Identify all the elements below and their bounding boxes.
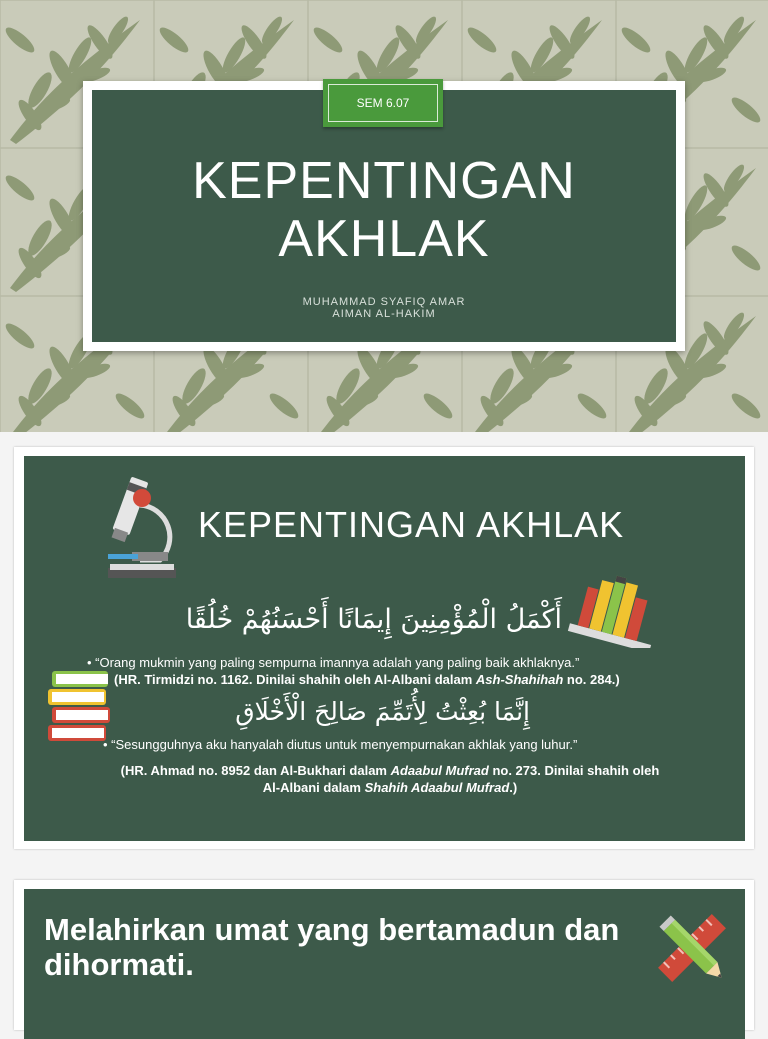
pencil-ruler-icon	[646, 902, 738, 994]
reference-source: Adaabul Mufrad	[390, 763, 489, 778]
reference-text: (HR. Ahmad no. 8952 dan Al-Bukhari dalam	[120, 763, 391, 778]
slide-heading: KEPENTINGAN AKHLAK	[198, 504, 625, 545]
slide-title-line-2: AKHLAK	[278, 210, 490, 268]
hadith-reference-2	[70, 762, 710, 796]
hadith-reference-1	[114, 672, 620, 687]
reference-number: no. 284.)	[563, 672, 620, 687]
reference-source: Shahih Adaabul Mufrad	[364, 780, 510, 795]
course-tag-label: SEM 6.07	[328, 84, 438, 122]
author-line-2: AIMAN AL-HAKIM	[332, 308, 436, 320]
reference-source: Ash-Shahihah	[475, 672, 564, 687]
reference-number: no. 273. Dinilai shahih oleh	[488, 763, 660, 778]
slide-title-line-1: KEPENTINGAN	[192, 152, 576, 210]
reference-text: Al-Albani dalam	[262, 780, 365, 795]
author-line-1: MUHAMMAD SYAFIQ AMAR	[302, 296, 466, 308]
hadith-translation-2: • “Sesungguhnya aku hanyalah diutus untuk menyempurnakan akhlak yang luhur.”	[103, 737, 578, 752]
hadith-arabic-2: إِنَّمَا بُعِثْتُ لِأُتَمِّمَ صَالِحَ الْأَخْلَاقِ	[235, 697, 530, 726]
reference-text: (HR. Tirmidzi no. 1162. Dinilai shahih oleh Al-Albani dalam	[114, 672, 476, 687]
course-tag	[323, 79, 443, 127]
book-stack-icon	[46, 667, 116, 745]
hadith-arabic-1: أَكْمَلُ الْمُؤْمِنِينَ إِيمَانًا أَحْسَنُهُمْ خُلُقًا	[185, 604, 562, 635]
title-slide	[0, 0, 768, 432]
slide-3-heading: Melahirkan umat yang bertamadun dan dihormati.	[44, 912, 620, 982]
hadith-translation-1: • “Orang mukmin yang paling sempurna imannya adalah yang paling baik akhlaknya.”	[87, 655, 580, 670]
books-icon	[566, 566, 654, 648]
reference-number: .)	[509, 780, 518, 795]
microscope-icon	[100, 470, 190, 585]
